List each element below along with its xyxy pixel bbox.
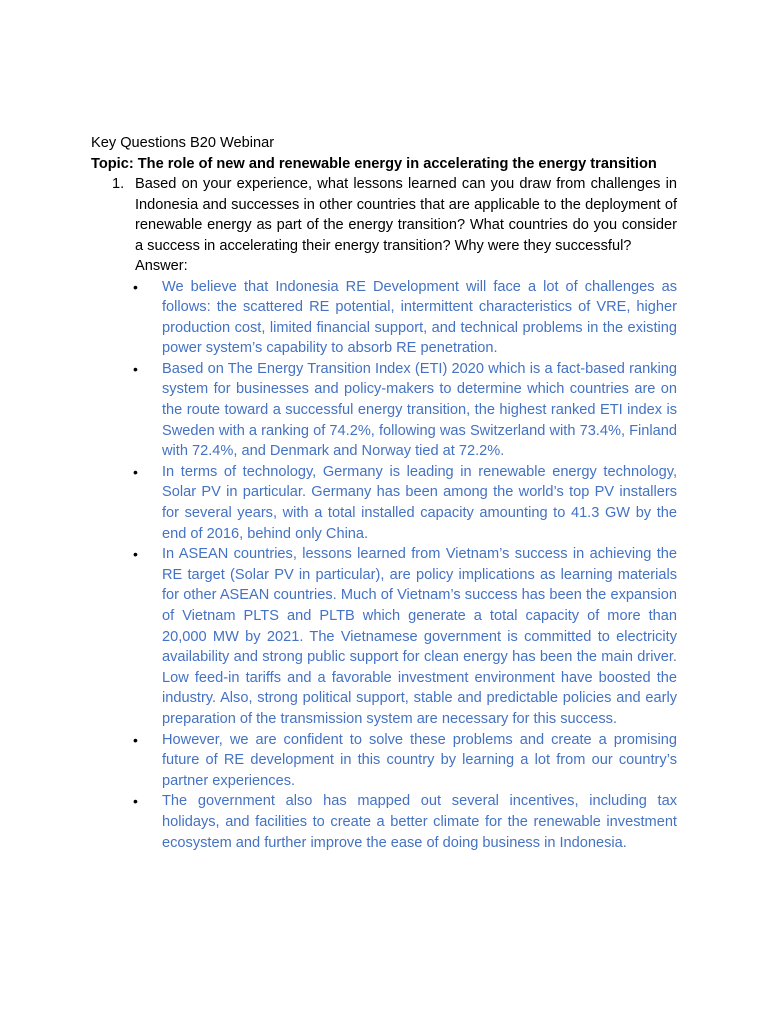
answer-text: In ASEAN countries, lessons learned from Vietnam’s success in achieving the RE target (Solar PV in particular), are policy implications as learning materials for other ASEAN countries. Much of Vietnam’s success has been the expansion of Vietnam PLTS and PLTB which generate a total capacity of more than 20,000 MW by 2021. The Vietnamese government is committed to electricity availability and strong public support for clean energy has been the main driver. Low feed-in tariffs and a favorable investment environment have boosted the industry. Also, strong political support, stable and predictable policies and early preparation of the transmission system are necessary for this success. bbox=[162, 546, 677, 727]
topic-heading: Topic: The role of new and renewable energy in accelerating the energy transition bbox=[91, 155, 657, 172]
answer-text: In terms of technology, Germany is leading in renewable energy technology, Solar PV in particular. Germany has been among the world’s top PV installers for several years, with a total installed capacity amounting to 41.3 GW by the end of 2016, behind only China. bbox=[162, 463, 677, 542]
question-text: Based on your experience, what lessons learned can you draw from challenges in Indonesia and successes in other countries that are applicable to the deployment of renewable energy as part of the energy transition? What countries do you consider a success in accelerating their energy transition? Why were they successful? bbox=[135, 176, 677, 254]
bullet-icon: • bbox=[133, 546, 138, 563]
answer-text: The government also has mapped out several incentives, including tax holidays, and facilities to create a better climate for the renewable investment ecosystem and further improve the ease of doing business in Indonesia. bbox=[162, 793, 677, 851]
bullet-icon: • bbox=[133, 463, 138, 480]
bullet-icon: • bbox=[133, 793, 138, 810]
question-number: 1. bbox=[112, 176, 125, 192]
question-item bbox=[91, 174, 677, 256]
answer-item bbox=[133, 791, 677, 853]
answer-label: Answer: bbox=[135, 258, 188, 274]
answer-item bbox=[133, 462, 677, 544]
document-title: Key Questions B20 Webinar bbox=[91, 135, 275, 151]
answer-text: We believe that Indonesia RE Development will face a lot of challenges as follows: the scattered RE potential, intermittent characteristics of VRE, higher production cost, limited financial support, and technical problems in the existing power system’s capability to absorb RE penetration. bbox=[162, 278, 677, 357]
bullet-icon: • bbox=[133, 360, 138, 377]
answer-text: However, we are confident to solve these problems and create a promising future of RE development in this country by learning a lot from our country’s partner experiences. bbox=[162, 731, 677, 789]
answer-item bbox=[133, 359, 677, 462]
answer-item bbox=[133, 277, 677, 359]
answer-list bbox=[91, 277, 677, 854]
document-body bbox=[91, 133, 677, 853]
answer-text: Based on The Energy Transition Index (ETI) 2020 which is a fact-based ranking system for businesses and policy-makers to determine which countries are on the route toward a successful energy transition, the highest ranked ETI index is Sweden with a ranking of 74.2%, following was Switzerland with 73.4%, Finland with 72.4%, and Denmark and Norway tied at 72.2%. bbox=[162, 360, 677, 460]
bullet-icon: • bbox=[133, 731, 138, 748]
answer-item bbox=[133, 730, 677, 792]
answer-item bbox=[133, 544, 677, 729]
bullet-icon: • bbox=[133, 278, 138, 295]
